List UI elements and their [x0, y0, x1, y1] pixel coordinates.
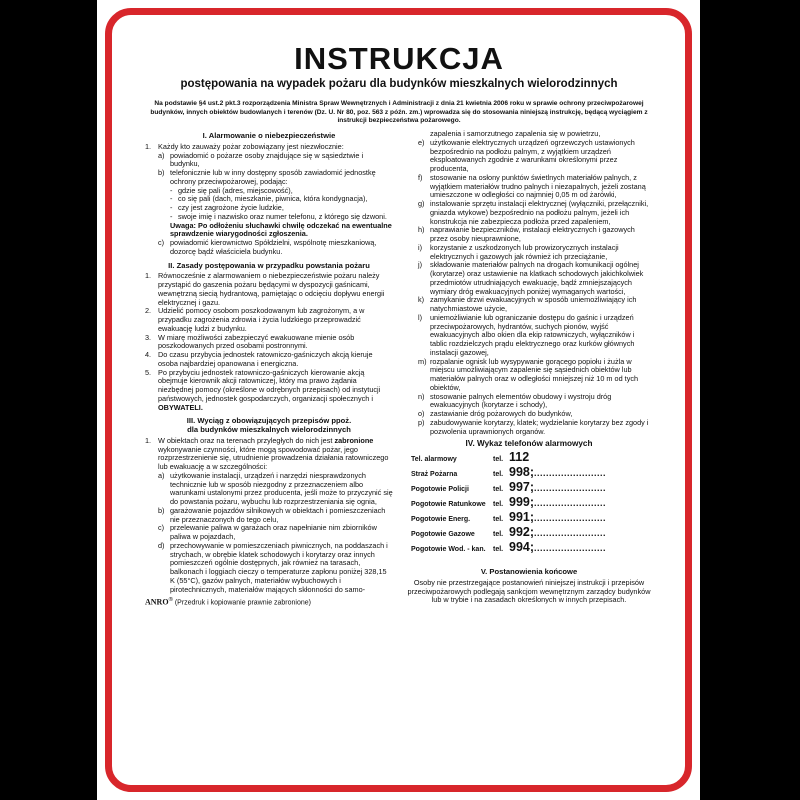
- sub-text: stosowanie palnych elementów obudowy i wystroju dróg ewakuacyjnych (korytarze i schody),: [430, 391, 612, 410]
- item-text: Udzielić pomocy osobom poszkodowanym lub zagrożonym, a w przypadku zagrożenia zdrowia i życia ludzkiego przeprowadzić ewakuację ludzi z budynku.: [158, 306, 365, 333]
- phone-number: 998;: [509, 465, 535, 479]
- s1-dash-4: - swoje imię i nazwisko oraz numer telefonu, z którego się dzwoni.: [145, 213, 393, 222]
- phone-tel-prefix: tel.: [493, 456, 504, 463]
- final-provisions: Osoby nie przestrzegające postanowień niniejszej instrukcji i przepisów przeciwpożarowych podlegają sankcjom wewnętrznym zarządcy budynków lub w trybie i na zasadach określonych w innych przepisach.: [407, 577, 651, 605]
- phone-fill-line: ........................: [534, 498, 607, 508]
- item-text: W obiektach oraz na terenach przyległych do nich jest zabronione wykonywanie czynności, które mogą spowodować pożar, jego rozprzestrzenienie się, utrudnienie prowadzenia działania ratowniczego lub ewakuację a w szczególności:: [158, 435, 389, 471]
- phone-service-name: Pogotowie Energ.: [411, 516, 471, 523]
- sub-text: zamykanie drzwi ewakuacyjnych w sposób uniemożliwiający ich natychmiastowe użycie,: [430, 295, 637, 313]
- s3-sub-i: i) korzystanie z uszkodzonych lub prowizorycznych instalacji elektrycznych i gazowych jak również ich przeciążanie,: [405, 244, 653, 262]
- right-column: [405, 130, 653, 608]
- item-text: Każdy kto zauważy pożar zobowiązany jest niezwłocznie:: [158, 141, 344, 151]
- phone-service-name: Pogotowie Wod. - kan.: [411, 546, 486, 553]
- s1-dash-3: - czy jest zagrożone życie ludzkie,: [145, 204, 393, 213]
- sub-text: składowanie materiałów palnych na drogach komunikacji ogólnej (korytarze) oraz ustawienie na klatkach schodowych jakichkolwiek przedmiotów utrudniających ewakuację, bądź zmniejszających wymiary dróg ewakuacyjnych poniżej wymaganych wartości,: [430, 260, 644, 296]
- section-3-subtitle: dla budynków mieszkalnych wielorodzinnych: [187, 425, 351, 434]
- sub-text: uniemożliwianie lub ograniczanie dostępu do gaśnic i urządzeń przeciwpożarowych, hydrantów, suchych pionów, wyjść ewakuacyjnych albo okien dla ekip ratowniczych, wyłączników i tablic rozdzielczych prądu elektrycznego oraz kurków głównych instalacji gazowej,: [430, 312, 635, 357]
- phone-tel-prefix: tel.: [493, 531, 504, 538]
- phone-fill-line: ........................: [534, 543, 607, 553]
- item-text: [158, 369, 393, 413]
- columns: [145, 130, 653, 608]
- citizens-emphasis: OBYWATELI.: [158, 402, 203, 412]
- phone-number: 991;: [509, 510, 535, 524]
- s3-sub-m: m) rozpalanie ognisk lub wysypywanie gorącego popiołu i żużla w miejscu umożliwiającym zapalenie się sąsiednich obiektów lub materiałów palnych oraz w odległości mniejszej niż 10 m od tych obiektów,: [405, 358, 653, 393]
- sub-text: przechowywanie w pomieszczeniach piwnicznych, na poddaszach i strychach, w obrębie klatek schodowych i korytarzy oraz innych pomieszczeń ogólnie dostępnych, jak również na tarasach, balkonach i loggiach cieczy o temperaturze zapłonu poniżej 328,15 K (55°C), gazów palnych, materiałów wybuchowych i pirotechnicznych, materiałów mających skłonności do samo-: [170, 540, 388, 594]
- footer-note: [145, 596, 393, 608]
- sub-text: zastawianie dróg pożarowych do budynków,: [430, 409, 573, 418]
- phone-service-name: Pogotowie Gazowe: [411, 531, 475, 538]
- item-text: W miarę możliwości zabezpieczyć ewakuowane mienie osób poszkodowanych przed osobami postronnymi.: [158, 332, 355, 351]
- s2-item-2: 2. Udzielić pomocy osobom poszkodowanym lub zagrożonym, a w przypadku zagrożenia zdrowia i życia ludzkiego przeprowadzić ewakuację ludzi z budynku.: [145, 307, 393, 333]
- section-5-title: V. Postanowienia końcowe: [480, 567, 578, 576]
- dash-text: czy jest zagrożone życie ludzkie,: [178, 203, 284, 212]
- brand-logo: ANRO: [145, 597, 169, 607]
- registered-mark: ®: [168, 597, 173, 604]
- s3-sub-k: k) zamykanie drzwi ewakuacyjnych w sposób uniemożliwiający ich natychmiastowe użycie,: [405, 296, 653, 314]
- phone-fill-line: ........................: [534, 513, 607, 523]
- phone-number: 994;: [509, 540, 535, 554]
- s3-sub-d: d) przechowywanie w pomieszczeniach piwnicznych, na poddaszach i strychach, w obrębie klatek schodowych i korytarzy oraz innych pomieszczeń ogólnie dostępnych, jak również na tarasach, balkonach i loggiach cieczy o temperaturze zapłonu poniżej 328,15 K (55°C), gazów palnych, materiałów wybuchowych i pirotechnicznych, materiałów mających skłonności do samo-: [145, 542, 393, 595]
- phone-service-name: Tel. alarmowy: [411, 456, 457, 463]
- phone-number: 112: [509, 450, 530, 464]
- sub-text: stosowanie na osłony punktów świetlnych materiałów palnych, z wyjątkiem materiałów trudno palnych i niezapalnych, jeżeli zostaną umieszczone w odległości co najmniej 0,05 m od żarówki,: [430, 172, 646, 200]
- phone-tel-prefix: tel.: [493, 501, 504, 508]
- s3-sub-o: o) zastawianie dróg pożarowych do budynków,: [405, 410, 653, 419]
- sub-text: korzystanie z uszkodzonych lub prowizorycznych instalacji elektrycznych i gazowych jak również ich przeciążanie,: [430, 242, 619, 261]
- sub-label: b): [158, 168, 165, 177]
- section-1-title: I. Alarmowanie o niebezpieczeństwie: [202, 131, 336, 140]
- page-subtitle: postępowania na wypadek pożaru dla budynków mieszkalnych wielorodzinnych: [180, 78, 618, 90]
- s3-sub-j: j) składowanie materiałów palnych na drogach komunikacji ogólnej (korytarze) oraz ustawienie na klatkach schodowych jakichkolwiek przedmiotów utrudniających ewakuację, bądź zmniejszających wymiary dróg ewakuacyjnych poniżej wymaganych wartości,: [405, 261, 653, 296]
- s2-item-1: 1. Równocześnie z alarmowaniem o niebezpieczeństwie pożaru należy przystąpić do gaszenia pożaru będącymi w dyspozycji gaśnicami, wewnętrzną siecią hydrantową, pamiętając o odcięciu dopływu energii elektrycznej i gazu.: [145, 272, 393, 307]
- section-2-title: II. Zasady postępowania w przypadku powstania pożaru: [168, 260, 370, 270]
- instruction-sign: [97, 0, 700, 800]
- phone-number: 997;: [509, 480, 535, 494]
- item-text: Do czasu przybycia jednostek ratowniczo-gaśniczych akcją kieruje osoba najbardziej opanowana i energiczna.: [158, 350, 373, 368]
- sub-label: a): [158, 150, 165, 160]
- phone-list: [405, 450, 653, 558]
- s3-sub-g: g) instalowanie sprzętu instalacji elektrycznej (wyłączniki, przełączniki, gniazda wtykowe) bezpośrednio na podłożu palnym, jeżeli ich konstrukcja nie zabezpiecza podłoża przed zapaleniem,: [405, 200, 653, 226]
- s1-sub-c: [145, 239, 393, 257]
- phone-tel-prefix: tel.: [493, 486, 504, 493]
- sub-text: instalowanie sprzętu instalacji elektrycznej (wyłączniki, przełączniki, gniazda wtykowe) bezpośrednio na podłożu palnym, jeżeli ich konstrukcja nie zabezpiecza podłoża przed zapaleniem,: [430, 199, 649, 226]
- phone-service-name: Pogotowie Ratunkowe: [411, 501, 486, 508]
- s3-sub-p: p) zabudowywanie korytarzy, klatek; wydzielanie korytarzy bez zgody i pozwolenia uprawnionych organów.: [405, 419, 653, 437]
- s3-sub-h: h) naprawianie bezpieczników, instalacji elektrycznych i gazowych przez osoby nieuprawnione,: [405, 226, 653, 244]
- phone-fill-line: ........................: [534, 528, 607, 538]
- sub-text: powiadomić o pożarze osoby znajdujące się w sąsiedztwie i budynku,: [170, 150, 364, 169]
- item-number: 1.: [145, 141, 152, 151]
- sub-label: c): [158, 238, 165, 247]
- s2-item-4: 4. Do czasu przybycia jednostek ratowniczo-gaśniczych akcją kieruje osoba najbardziej opanowana i energiczna.: [145, 351, 393, 369]
- item-text: Równocześnie z alarmowaniem o niebezpieczeństwie pożaru należy przystąpić do gaszenia pożaru będącymi w dyspozycji gaśnicami, wewnętrzną siecią hydrantową, pamiętając o odcięciu dopływu energii elektrycznej i gazu.: [158, 271, 385, 307]
- copyright-note: (Przedruk i kopiowanie prawnie zabronione): [174, 599, 311, 607]
- sub-text: garażowanie pojazdów silnikowych w obiektach i pomieszczeniach nie przeznaczonych do tego celu,: [170, 505, 386, 524]
- phone-number: 992;: [509, 525, 535, 539]
- s1-dash-1: - gdzie się pali (adres, miejscowość),: [145, 187, 393, 196]
- sign-content: [145, 41, 653, 607]
- section-4-title: IV. Wykaz telefonów alarmowych: [465, 439, 593, 449]
- phone-service-name: Pogotowie Policji: [411, 486, 469, 493]
- phone-tel-prefix: tel.: [493, 471, 504, 478]
- s1-dash-2: - co się pali (dach, mieszkanie, piwnica, która kondygnacja),: [145, 195, 393, 204]
- sub-text: użytkowanie instalacji, urządzeń i narzędzi niesprawdzonych technicznie lub w sposób niezgodny z przeznaczeniem albo warunkami ustalonymi przez producenta, jeśli może to przyczynić się do powstania pożaru, wybuchu lub rozprzestrzeniania się ognia,: [170, 470, 393, 506]
- phone-fill-line: ........................: [534, 468, 607, 478]
- phone-number: 999;: [509, 495, 535, 509]
- page-title: INSTRUKCJA: [294, 41, 504, 76]
- warning-note: Uwaga: Po odłożeniu słuchawki chwilę odczekać na ewentualne sprawdzenie wiarygodności zgłoszenia.: [170, 220, 392, 239]
- phone-tel-prefix: tel.: [493, 516, 504, 523]
- sub-text: rozpalanie ognisk lub wysypywanie gorącego popiołu i żużla w miejscu umożliwiającym zapalenie się sąsiednich obiektów lub materiałów palnych oraz w odległości mniejszej niż 10 m od tych obiektów,: [430, 356, 639, 392]
- phone-fill-line: ........................: [534, 483, 607, 493]
- s1-sub-b: [145, 169, 393, 187]
- s3-sub-a: a) użytkowanie instalacji, urządzeń i narzędzi niesprawdzonych technicznie lub w sposób niezgodny z przeznaczeniem albo warunkami ustalonymi przez producenta, jeśli może to przyczynić się do powstania pożaru, wybuchu lub rozprzestrzeniania się ognia,: [158, 470, 393, 506]
- sub-text: powiadomić kierownictwo Spółdzielni, wspólnotę mieszkaniową, dozorcę bądź właściciela budynku.: [170, 238, 377, 256]
- phone-tel-prefix: tel.: [493, 546, 504, 553]
- s3-sub-c: c) przelewanie paliwa w garażach oraz napełnianie nim zbiorników paliwa w pojazdach,: [145, 524, 393, 542]
- dash-text: co się pali (dach, mieszkanie, piwnica, która kondygnacja),: [178, 194, 368, 204]
- s3-sub-f: f) stosowanie na osłony punktów świetlnych materiałów palnych, z wyjątkiem materiałów trudno palnych i niezapalnych, jeżeli zostaną umieszczone w odległości co najmniej 0,05 m od żarówki,: [405, 174, 653, 200]
- s3-item-1: 1. W obiektach oraz na terenach przyległych do nich jest zabronione wykonywanie czynności, które mogą spowodować pożar, jego rozprzestrzenienie się, utrudnienie prowadzenia działania ratowniczego lub ewakuację a w szczególności:: [145, 437, 393, 472]
- phone-service-name: Straż Pożarna: [411, 471, 458, 478]
- s2-item-3: 3. W miarę możliwości zabezpieczyć ewakuowane mienie osób poszkodowanych przed osobami postronnymi.: [145, 334, 393, 352]
- legal-basis: Na podstawie §4 ust.2 pkt.3 rozporządzenia Ministra Spraw Wewnętrznych i Administracji z dnia 21 kwietnia 2006 roku w sprawie ochrony przeciwpożarowej budynków, innych obiektów budowlanych i terenów (Dz. U. Nr 80, poz. 563 z późn. zm.) wprowadza się do stosowania niniejszą instrukcję, będącą wyciągiem z instrukcji bezpieczeństwa pożarowego.: [150, 100, 648, 125]
- sub-text: zabudowywanie korytarzy, klatek; wydzielanie korytarzy bez zgody i pozwolenia uprawnionych organów.: [430, 417, 649, 436]
- s3-sub-n: n) stosowanie palnych elementów obudowy i wystroju dróg ewakuacyjnych (korytarze i schody),: [405, 393, 653, 411]
- s1-sub-a: [145, 152, 393, 170]
- sub-text: przelewanie paliwa w garażach oraz napełnianie nim zbiorników paliwa w pojazdach,: [170, 523, 377, 541]
- phone-row: [411, 540, 653, 558]
- sub-text: telefonicznie lub w inny dostępny sposób zawiadomić jednostkę ochrony przeciwpożarowej, podając:: [170, 168, 376, 186]
- left-column: [145, 130, 393, 608]
- sub-text: użytkowanie elektrycznych urządzeń ogrzewczych ustawionych bezpośrednio na podłożu palnym, z wyjątkiem urządzeń eksploatowanych zgodnie z warunkami określonymi przez producenta,: [430, 137, 635, 173]
- s3-sub-l: l) uniemożliwianie lub ograniczanie dostępu do gaśnic i urządzeń przeciwpożarowych, hydrantów, suchych pionów, wyjść ewakuacyjnych albo okien dla ekip ratowniczych, wyłączników i tablic rozdzielczych prądu elektrycznego oraz kurków głównych instalacji gazowej,: [405, 314, 653, 358]
- s3-sub-e: e) użytkowanie elektrycznych urządzeń ogrzewczych ustawionych bezpośrednio na podłożu palnym, z wyjątkiem urządzeń eksploatowanych zgodnie z warunkami określonymi przez producenta,: [405, 139, 653, 174]
- dash-text: swoje imię i nazwisko oraz numer telefonu, z którego się dzwoni.: [178, 211, 387, 221]
- sub-text: zapalenia i samorzutnego zapalenia się w powietrzu,: [430, 129, 601, 138]
- section-3-title: III. Wyciąg z obowiązujących przepisów ppoż.: [186, 416, 352, 426]
- forbidden-emphasis: zabronione: [334, 435, 374, 445]
- s3-sub-b: b) garażowanie pojazdów silnikowych w obiektach i pomieszczeniach nie przeznaczonych do tego celu,: [145, 507, 393, 525]
- item-text-part: Po przybyciu jednostek ratowniczo-gaśniczych kierowanie akcją obejmuje kierownik akcji ratowniczej, który ma prawo żądania niezbędnej pomocy (określone w odrębnych przepisach) od instytucji państwowych, jednostek gospodarczych, organizacji społecznych i: [158, 367, 381, 403]
- dash-text: gdzie się pali (adres, miejscowość),: [178, 185, 293, 195]
- s2-item-5: 5. Po przybyciu jednostek ratowniczo-gaśniczych kierowanie akcją obejmuje kierownik akcji ratowniczej, który ma prawo żądania niezbędnej pomocy (określone w odrębnych przepisach) od instytucji państwowych, jednostek gospodarczych, organizacji społecznych i OBYWATELI.: [145, 369, 393, 413]
- sub-text: naprawianie bezpieczników, instalacji elektrycznych i gazowych przez osoby nieuprawnione,: [430, 225, 635, 243]
